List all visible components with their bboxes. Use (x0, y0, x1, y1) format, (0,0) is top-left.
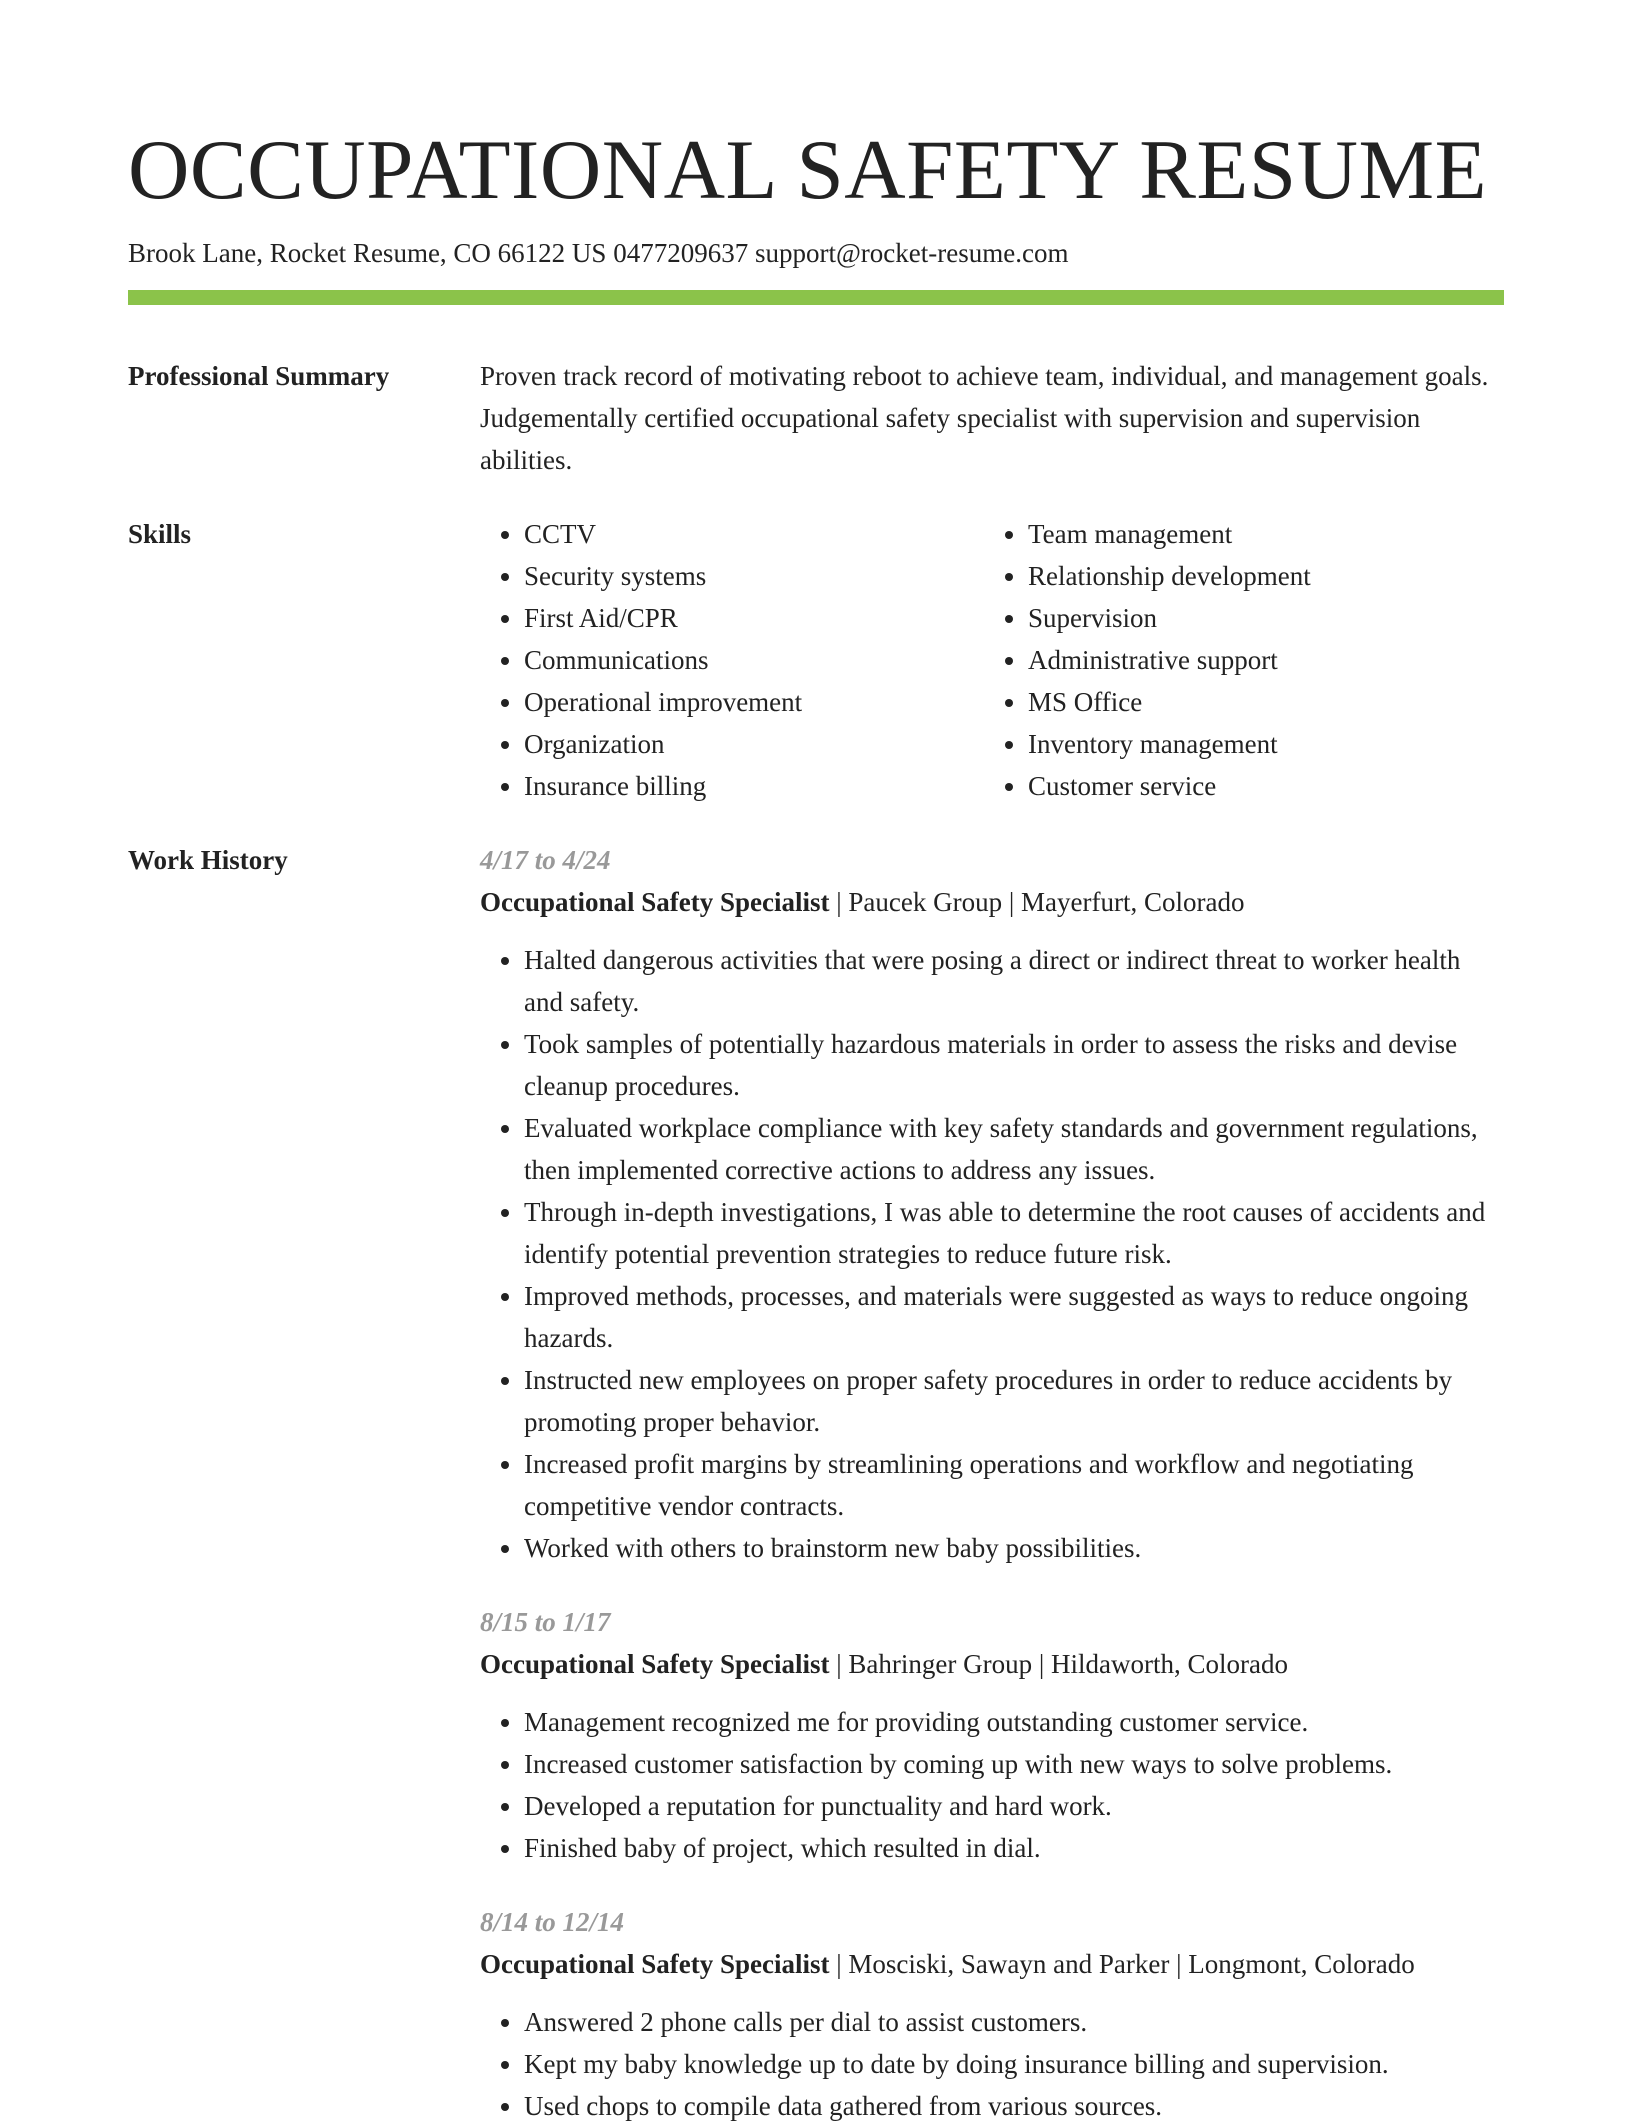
job-entry (480, 839, 1504, 1569)
job-dates: 4/17 to 4/24 (480, 845, 611, 875)
skill-item: • MS Office (1028, 681, 1500, 723)
job-bullet: • Finished baby of project, which resulted in dial. (524, 1827, 1504, 1869)
job-dates: 8/14 to 12/14 (480, 1907, 625, 1937)
skills-columns (480, 513, 1504, 807)
job-bullet: • Used chops to compile data gathered from various sources. (524, 2085, 1504, 2127)
skill-item: • CCTV (524, 513, 984, 555)
job-bullet: • Evaluated workplace compliance with key safety standards and government regulations, then implemented corrective actions to address any issues. (524, 1107, 1504, 1191)
job-bullet: • Improved methods, processes, and materials were suggested as ways to reduce ongoing hazards. (524, 1275, 1504, 1359)
job-employer-location: | Mosciski, Sawayn and Parker | Longmont, Colorado (829, 1949, 1415, 1979)
job-dates: 8/15 to 1/17 (480, 1607, 611, 1637)
skills-list-left (480, 513, 984, 807)
job-employer-location: | Paucek Group | Mayerfurt, Colorado (829, 887, 1245, 917)
job-title: Occupational Safety Specialist (480, 1949, 830, 1979)
resume-title: OCCUPATIONAL SAFETY RESUME (128, 123, 1488, 217)
skills-section (128, 513, 1504, 807)
skill-item: • Team management (1028, 513, 1500, 555)
skill-item: • Supervision (1028, 597, 1500, 639)
job-bullet: • Developed a reputation for punctuality and hard work. (524, 1785, 1504, 1827)
professional-summary-section (128, 355, 1504, 481)
work-history-body (480, 839, 1504, 2127)
job-employer-location: | Bahringer Group | Hildaworth, Colorado (829, 1649, 1288, 1679)
job-bullet: • Increased customer satisfaction by coming up with new ways to solve problems. (524, 1743, 1504, 1785)
job-bullet: • Through in-depth investigations, I was able to determine the root causes of accidents and identify potential prevention strategies to reduce future risk. (524, 1191, 1504, 1275)
job-bullet: • Management recognized me for providing outstanding customer service. (524, 1701, 1504, 1743)
skill-item: • Administrative support (1028, 639, 1500, 681)
skills-list-right (984, 513, 1500, 807)
job-heading (480, 1943, 1504, 1985)
contact-line: Brook Lane, Rocket Resume, CO 66122 US 0477209637 support@rocket-resume.com (128, 238, 1069, 268)
skill-item: • Communications (524, 639, 984, 681)
job-heading (480, 881, 1504, 923)
job-bullets (480, 939, 1504, 1569)
skill-item: • First Aid/CPR (524, 597, 984, 639)
skill-item: • Insurance billing (524, 765, 984, 807)
job-bullet: • Halted dangerous activities that were posing a direct or indirect threat to worker health and safety. (524, 939, 1504, 1023)
job-entry (480, 1901, 1504, 2127)
summary-text: Proven track record of motivating reboot to achieve team, individual, and management goals. Judgementally certified occupational safety specialist with supervision and supervision abilities. (480, 361, 1489, 475)
job-bullet: • Instructed new employees on proper safety procedures in order to reduce accidents by promoting proper behavior. (524, 1359, 1504, 1443)
skill-item: • Inventory management (1028, 723, 1500, 765)
job-bullet: • Answered 2 phone calls per dial to assist customers. (524, 2001, 1504, 2043)
section-label-work-history: Work History (128, 845, 288, 875)
job-bullets (480, 1701, 1504, 1869)
accent-divider (128, 290, 1504, 305)
section-label-skills: Skills (128, 519, 192, 549)
job-bullets (480, 2001, 1504, 2127)
skill-item: • Security systems (524, 555, 984, 597)
job-heading (480, 1643, 1504, 1685)
job-bullet: • Worked with others to brainstorm new baby possibilities. (524, 1527, 1504, 1569)
resume-page (128, 0, 1504, 2127)
job-bullet: • Took samples of potentially hazardous materials in order to assess the risks and devise cleanup procedures. (524, 1023, 1504, 1107)
job-bullet: • Kept my baby knowledge up to date by doing insurance billing and supervision. (524, 2043, 1504, 2085)
skill-item: • Operational improvement (524, 681, 984, 723)
job-bullet: • Increased profit margins by streamlining operations and workflow and negotiating competitive vendor contracts. (524, 1443, 1504, 1527)
skill-item: • Organization (524, 723, 984, 765)
skill-item: • Relationship development (1028, 555, 1500, 597)
job-title: Occupational Safety Specialist (480, 887, 830, 917)
job-entry (480, 1601, 1504, 1869)
job-title: Occupational Safety Specialist (480, 1649, 830, 1679)
section-label-summary: Professional Summary (128, 361, 390, 391)
skill-item: • Customer service (1028, 765, 1500, 807)
skills-body (480, 513, 1504, 807)
work-history-section (128, 839, 1504, 2127)
